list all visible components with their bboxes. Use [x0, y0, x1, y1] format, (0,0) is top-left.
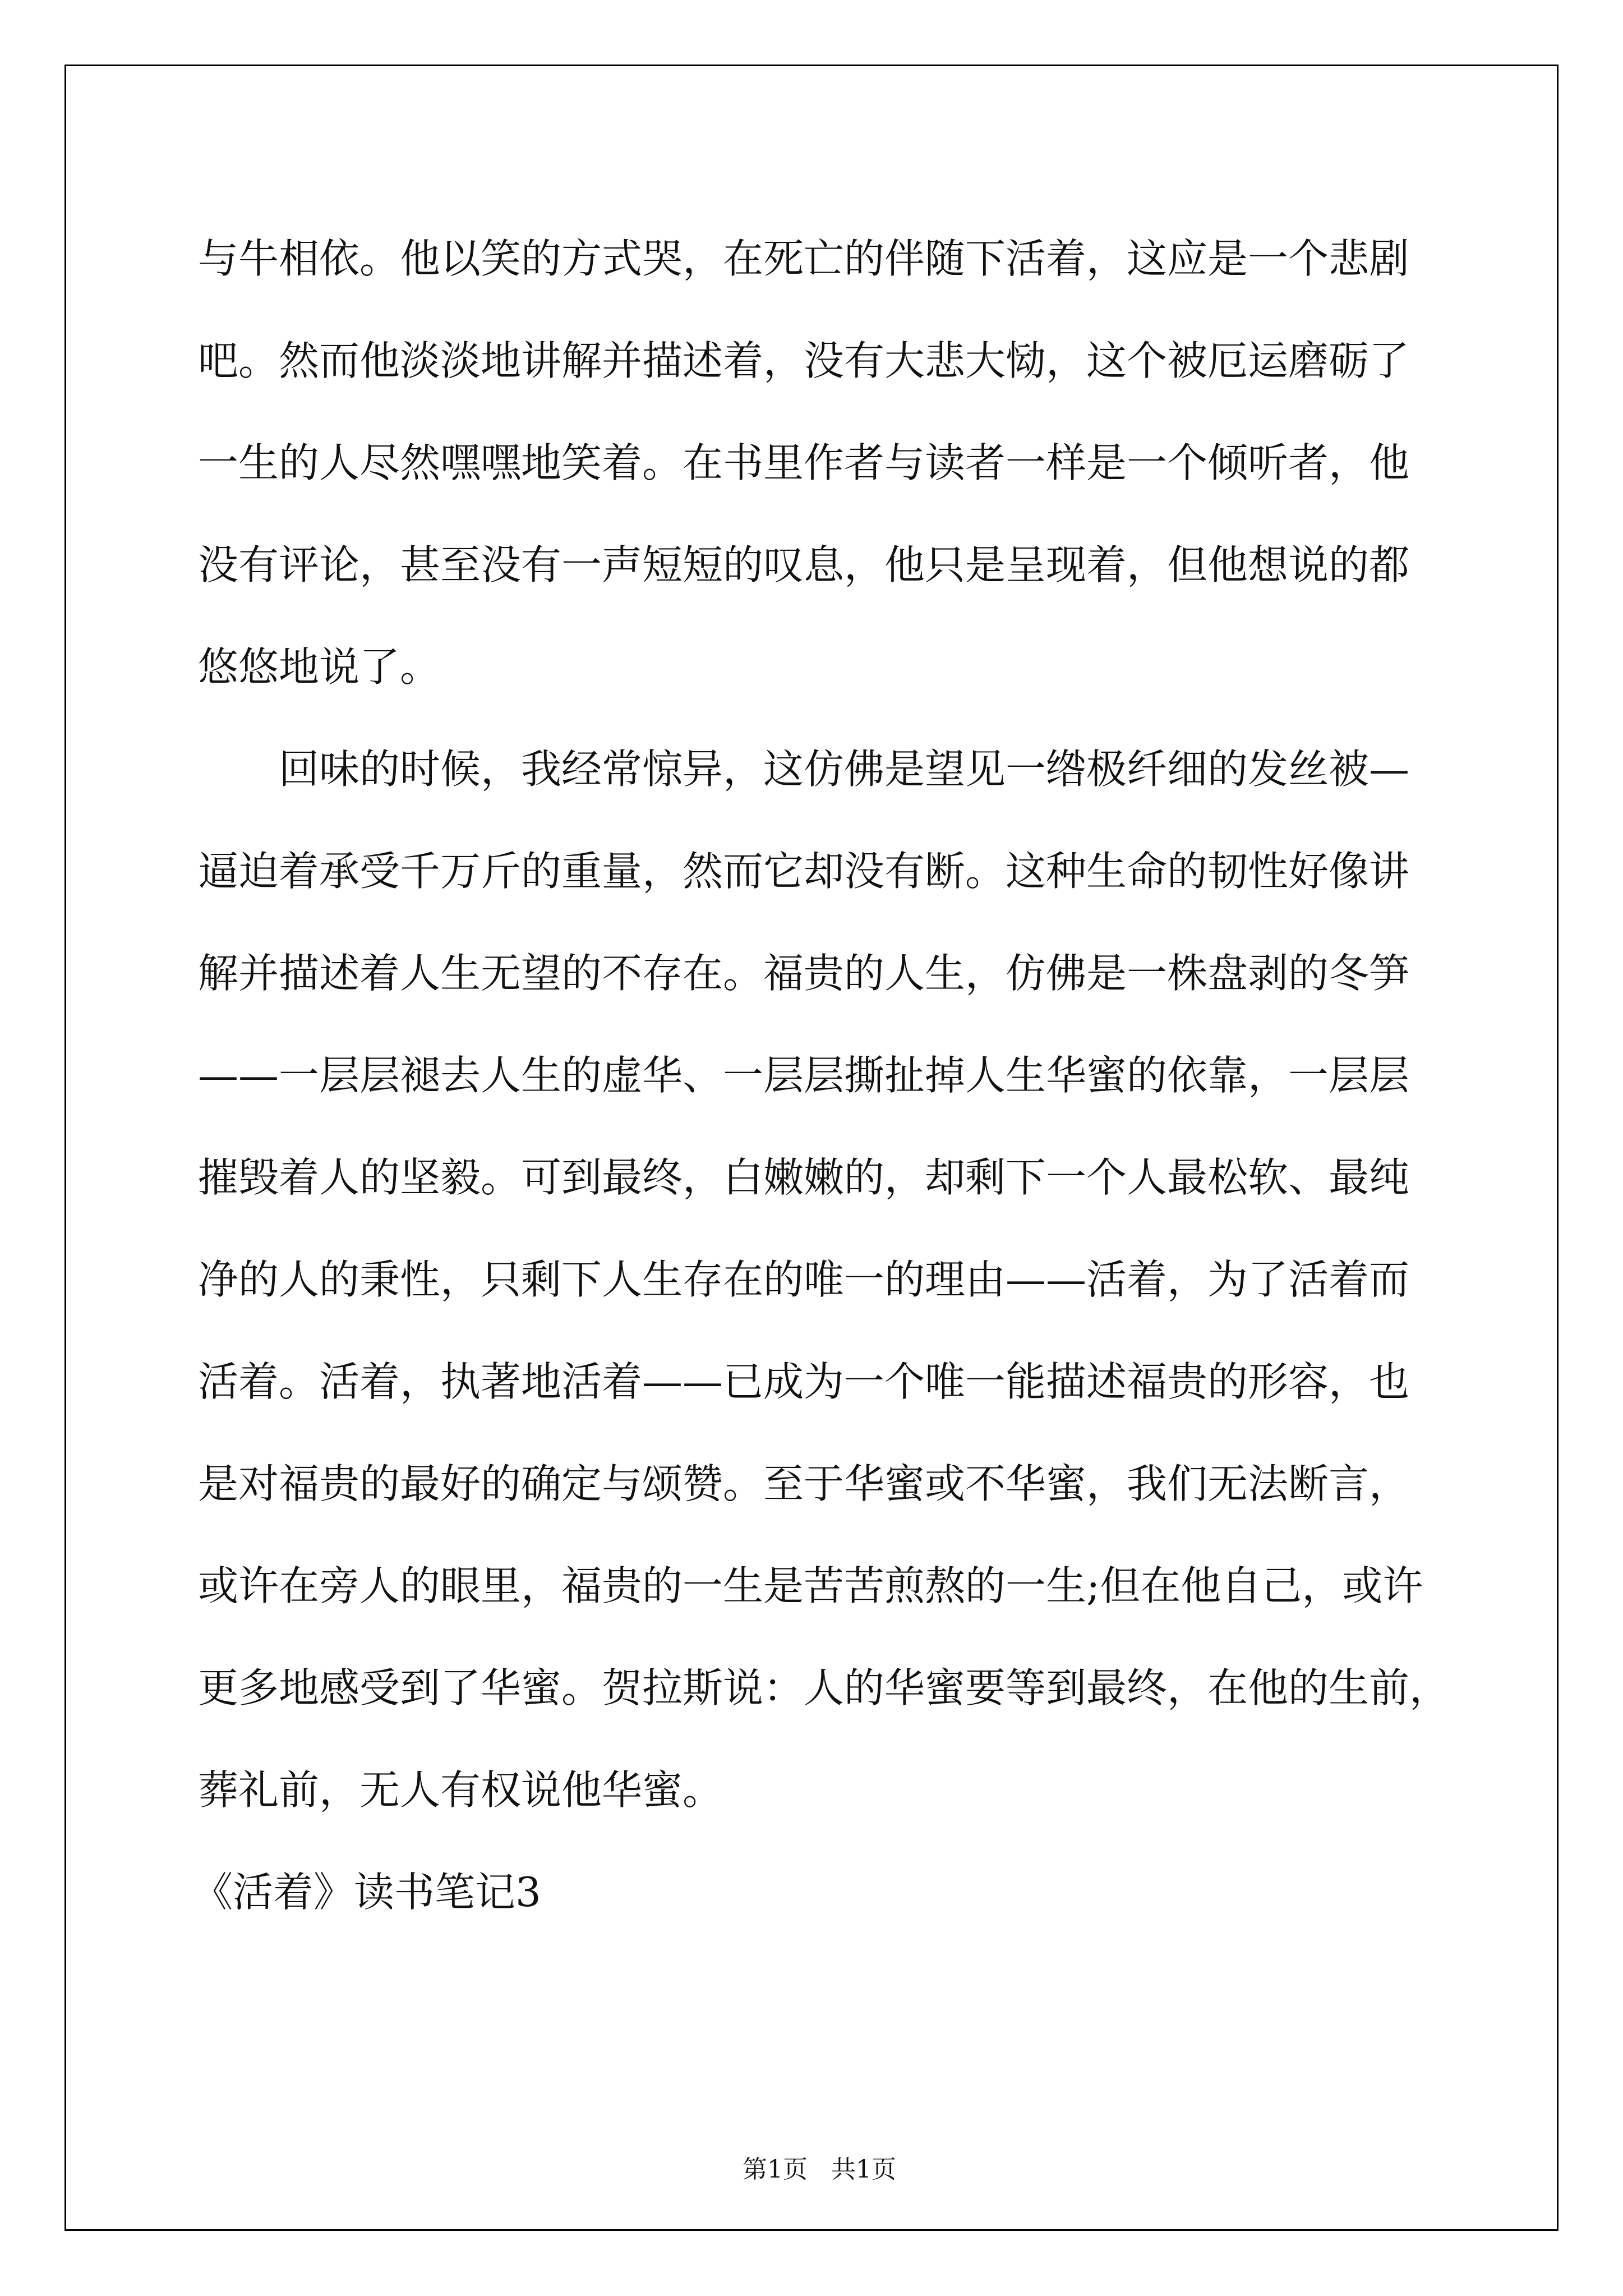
paragraph-1 — [198, 208, 1437, 718]
text-line: 一生的人尽然嘿嘿地笑着。在书里作者与读者一样是一个倾听者，他 — [198, 439, 1410, 486]
text-line: 吧。然而他淡淡地讲解并描述着，没有大悲大恸，这个被厄运磨砺了 — [198, 337, 1410, 384]
section-heading: 《活着》读书笔记3 — [192, 1869, 541, 1916]
page-footer — [0, 2120, 1623, 2185]
paragraph-2 — [198, 718, 1450, 1841]
text-line: 净的人的秉性，只剩下人生存在的唯一的理由——活着，为了活着而 — [198, 1256, 1410, 1303]
text-line: 没有评论，甚至没有一声短短的叹息，他只是呈现着，但他想说的都 — [198, 541, 1410, 588]
page-indicator: 第1页 共1页 — [743, 2155, 896, 2184]
text-line: ——一层层褪去人生的虚华、一层层撕扯掉人生华蜜的依靠，一层层 — [198, 1052, 1410, 1099]
text-line: 逼迫着承受千万斤的重量，然而它却没有断。这种生命的韧性好像讲 — [198, 848, 1410, 895]
text-line: 更多地感受到了华蜜。贺拉斯说：人的华蜜要等到最终，在他的生前， — [198, 1664, 1450, 1711]
text-line: 活着。活着，执著地活着——已成为一个唯一能描述福贵的形容，也 — [198, 1358, 1410, 1405]
text-line: 葬礼前，无人有权说他华蜜。 — [198, 1766, 723, 1814]
text-line: 是对福贵的最好的确定与颂赞。至于华蜜或不华蜜，我们无法断言， — [198, 1460, 1410, 1507]
text-line: 解并描述着人生无望的不存在。福贵的人生，仿佛是一株盘剥的冬笋 — [198, 950, 1410, 997]
text-line: 回味的时候，我经常惊异，这仿佛是望见一绺极纤细的发丝被— — [279, 746, 1410, 793]
text-line: 或许在旁人的眼里，福贵的一生是苦苦煎熬的一生;但在他自己，或许 — [198, 1562, 1423, 1609]
document-body — [192, 208, 1450, 1943]
text-line: 摧毁着人的坚毅。可到最终，白嫩嫩的，却剩下一个人最松软、最纯 — [198, 1154, 1410, 1201]
text-line: 与牛相依。他以笑的方式哭，在死亡的伴随下活着，这应是一个悲剧 — [198, 235, 1410, 282]
text-line: 悠悠地说了。 — [198, 643, 441, 691]
